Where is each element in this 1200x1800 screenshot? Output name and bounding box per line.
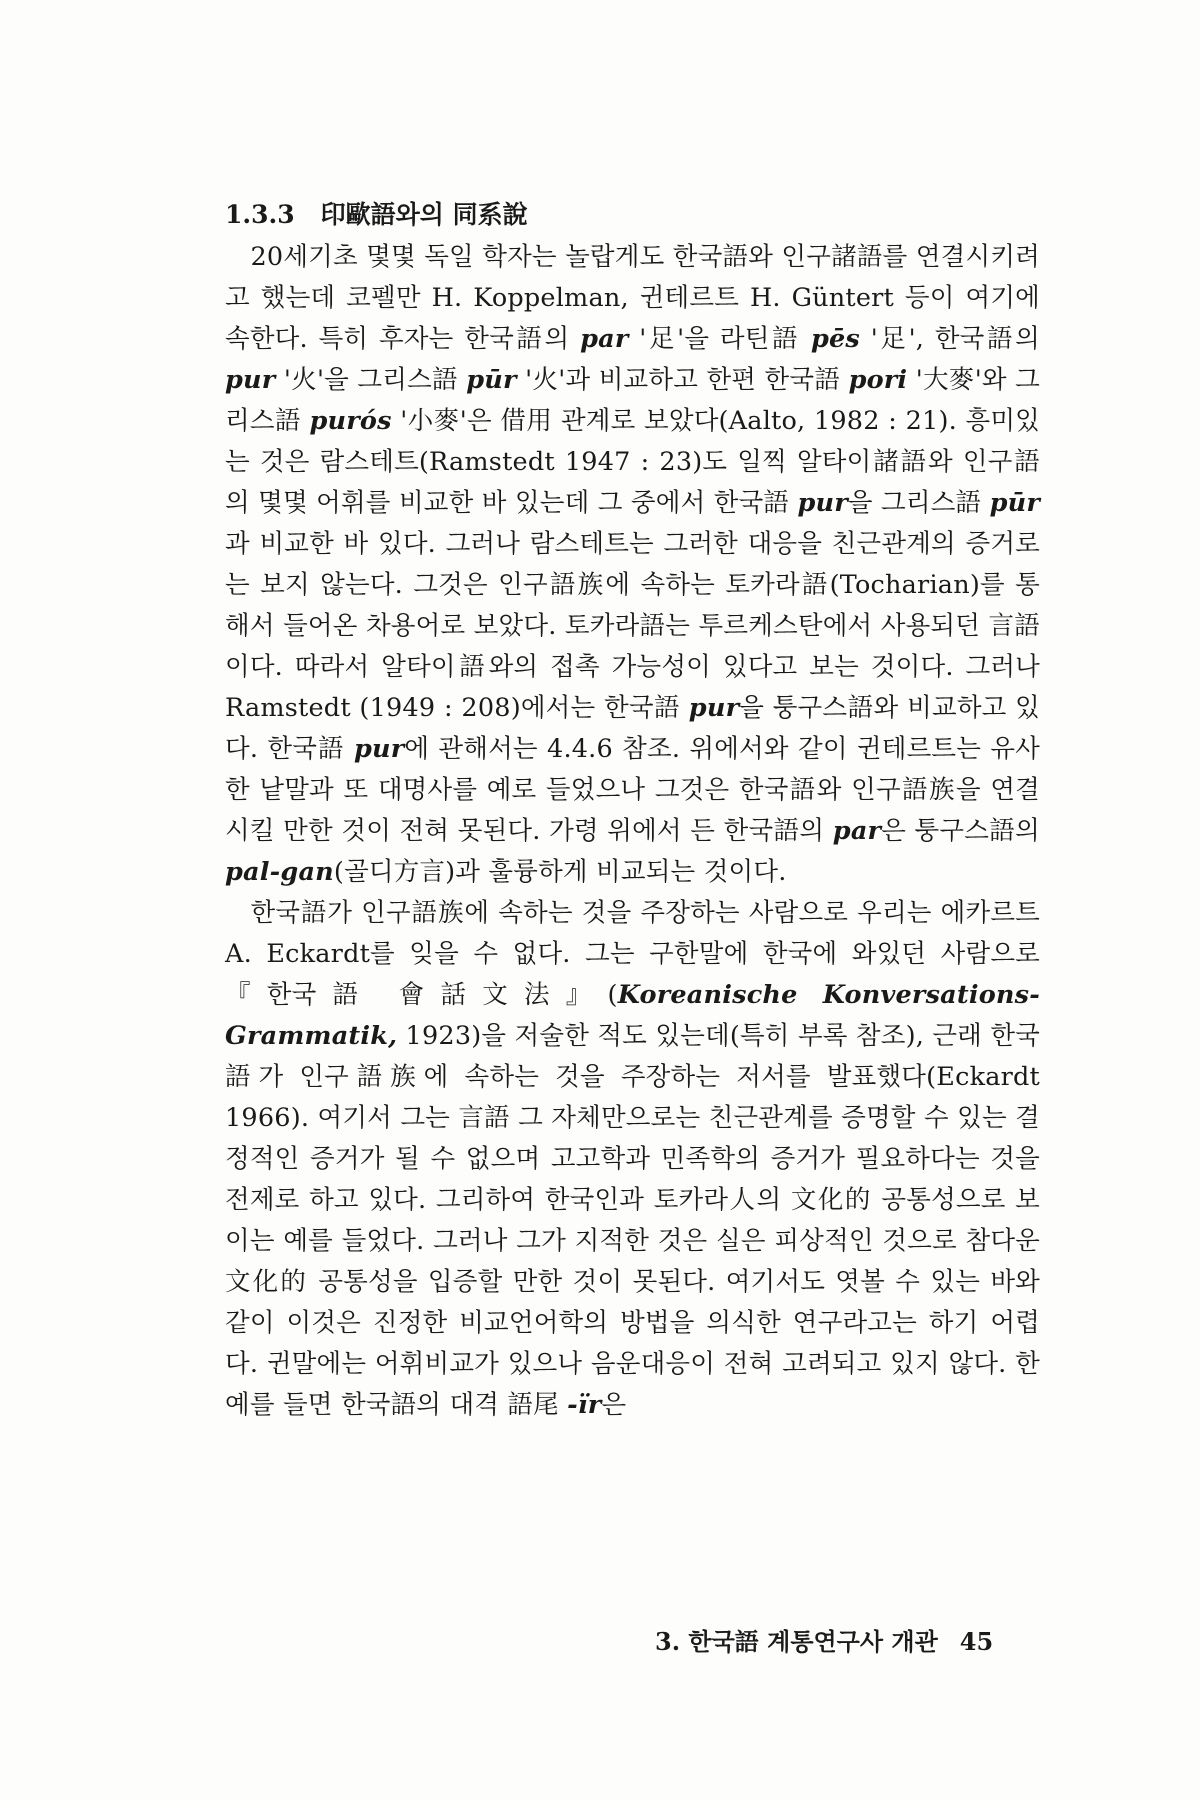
text-run: 에 관해서는 4.4.6 참조. 위에서와 같이 귄테르트는 유사한 낱말과 또 대명사를 예로 들었으나 그것은 한국語와 인구語族을 연결시킬 만한 것이 전혀 못된다. 가령 위에서 든 한국語의 (225, 734, 1040, 846)
text-run: 은 (601, 1390, 627, 1420)
text-run: 을 퉁구스語와 비교하고 있다. 한국語 (225, 693, 1040, 764)
text-run: '火'을 그리스語 (275, 365, 467, 395)
section-title: 印歐語와의 同系說 (320, 200, 528, 229)
text-run: (골디方言)과 훌륭하게 비교되는 것이다. (333, 857, 787, 887)
italic-term: pūr (989, 488, 1040, 518)
paragraph (225, 237, 1040, 893)
italic-term: -ïr (567, 1390, 602, 1420)
text-run: 은 퉁구스語의 (881, 816, 1041, 846)
text-run: 과 비교한 바 있다. 그러나 람스테트는 그러한 대응을 친근관계의 증거로는 보지 않는다. 그것은 인구語族에 속하는 토카라語(Tocharian)를 통해서 들어온 차용어로 보았다. 토카라語는 투르케스탄에서 사용되던 言語이다. 따라서 알타이語와의 접촉 가능성이 있다고 보는 것이다. 그러나 Ramstedt (1949 : 208)에서는 한국語 (225, 529, 1040, 723)
italic-term: par (580, 324, 629, 354)
italic-term: par (832, 816, 882, 846)
section-number: 1.3.3 (225, 200, 295, 229)
page-content (225, 195, 1040, 1426)
text-run: '大麥'와 그리스語 (225, 365, 1040, 436)
italic-term: purós (309, 406, 392, 436)
italic-term: Koreanische Konversations-Grammatik, (225, 980, 1040, 1051)
italic-term: pūr (466, 365, 517, 395)
paragraph (225, 893, 1040, 1426)
text-run: 한국語가 인구語族에 속하는 것을 주장하는 사람으로 우리는 에카르트 A. Eckardt를 잊을 수 없다. 그는 구한말에 한국에 와있던 사람으로 『한국語 會話文法』( (225, 898, 1040, 1010)
text-run: '足'을 라틴語 (628, 324, 811, 354)
text-run: 20세기초 몇몇 독일 학자는 놀랍게도 한국語와 인구諸語를 연결시키려고 했는데 코펠만 H. Koppelman, 귄테르트 H. Güntert 등이 여기에 속한다. 특히 후자는 한국語의 (225, 242, 1040, 354)
italic-term: pal-gan (225, 857, 334, 887)
running-title: 3. 한국語 계통연구사 개관 (655, 1627, 938, 1656)
text-run: '足', 한국語의 (859, 324, 1040, 354)
body-text (225, 237, 1040, 1426)
page-number: 45 (959, 1627, 994, 1656)
page-footer (655, 1622, 993, 1657)
section-heading (225, 195, 1040, 235)
italic-term: pori (848, 365, 908, 395)
italic-term: pur (797, 488, 848, 518)
italic-term: pur (225, 365, 276, 395)
text-run: '火'과 비교하고 한편 한국語 (516, 365, 849, 395)
text-run: 1923)을 저술한 적도 있는데(특히 부록 참조), 근래 한국語가 인구語族에 속하는 것을 주장하는 저서를 발표했다(Eckardt 1966). 여기서 그는 言語 그 자체만으로는 친근관계를 증명할 수 있는 결정적인 증거가 될 수 없으며 고고학과 민족학의 증거가 필요하다는 것을 전제로 하고 있다. 그리하여 한국인과 토카라人의 文化的 공통성으로 보이는 예를 들었다. 그러나 그가 지적한 것은 실은 피상적인 것으로 참다운 文化的 공통성을 입증할 만한 것이 못된다. 여기서도 엿볼 수 있는 바와 같이 이것은 진정한 비교언어학의 방법을 의식한 연구라고는 하기 어렵다. 귄말에는 어휘비교가 있으나 음운대응이 전혀 고려되고 있지 않다. 한 예를 들면 한국語의 대격 語尾 (225, 1021, 1040, 1420)
text-run: 을 그리스語 (847, 488, 990, 518)
italic-term: pur (688, 693, 740, 723)
text-run: '小麥'은 借用 관계로 보았다(Aalto, 1982 : 21). 흥미있는 것은 람스테트(Ramstedt 1947 : 23)도 일찍 알타이諸語와 인구語의 몇몇 어휘를 비교한 바 있는데 그 중에서 한국語 (225, 406, 1040, 518)
italic-term: pur (353, 734, 405, 764)
italic-term: pēs (810, 324, 860, 354)
